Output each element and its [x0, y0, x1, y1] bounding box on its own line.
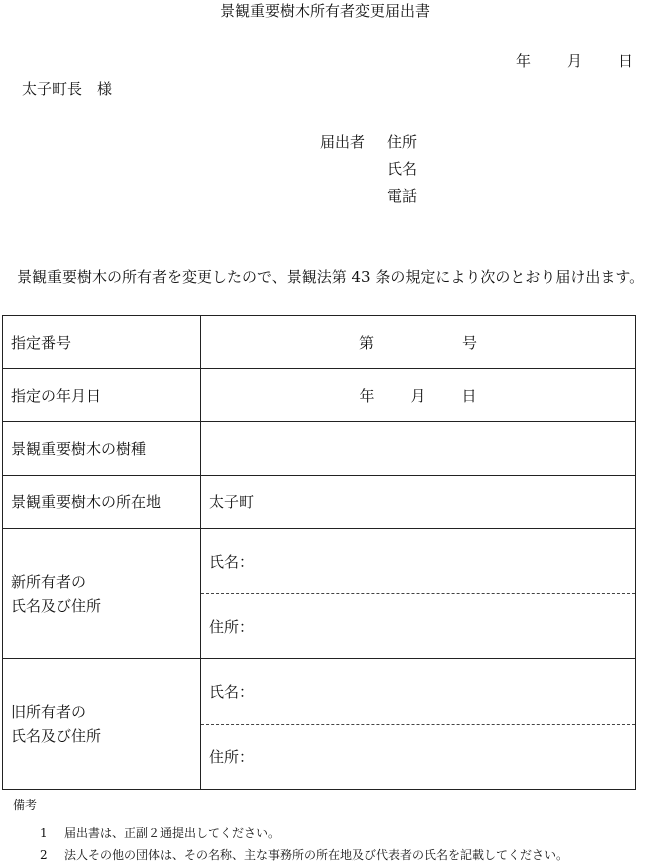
- new-owner-name-field[interactable]: [201, 528, 636, 593]
- note-text: 届出書は、正副２通提出してください。: [64, 826, 281, 840]
- row-tree-species: [3, 422, 636, 475]
- date-month-label: 月: [567, 52, 583, 70]
- note-number: 2: [40, 848, 48, 862]
- old-owner-label-line2: 氏名及び住所: [11, 727, 102, 746]
- designation-date-label: 指定の年月日: [3, 369, 201, 422]
- designation-number-prefix: 第: [358, 333, 374, 352]
- tree-location-label: 景観重要樹木の所在地: [3, 475, 201, 528]
- old-owner-address-field[interactable]: [201, 724, 636, 789]
- body-text: 景観重要樹木の所有者を変更したので、景観法第 43 条の規定により次のとおり届け出ます。: [17, 268, 645, 286]
- new-owner-label-line1: 新所有者の: [11, 572, 87, 591]
- note-text: 法人その他の団体は、その名称、主な事務所の所在地及び代表者の氏名を記載してください。: [64, 848, 569, 862]
- document-title: 景観重要樹木所有者変更届出書: [219, 2, 430, 20]
- old-owner-name-label: 氏名：: [209, 683, 255, 702]
- new-owner-label-line2: 氏名及び住所: [11, 596, 102, 615]
- row-tree-location: [3, 475, 636, 528]
- date-year-label: 年: [516, 52, 532, 70]
- tree-species-field[interactable]: [201, 422, 636, 475]
- old-owner-name-field[interactable]: [201, 659, 636, 724]
- note-item: [40, 824, 280, 841]
- applicant-address-label: 住所: [387, 133, 418, 151]
- applicant-name-label: 氏名: [387, 160, 418, 178]
- applicant-phone-label: 電話: [387, 187, 418, 205]
- registration-table: [2, 315, 636, 790]
- row-designation-number: [3, 316, 636, 369]
- new-owner-address-field[interactable]: [201, 594, 636, 659]
- designation-day-label: 日: [461, 386, 477, 405]
- applicant-label: 届出者: [320, 133, 366, 151]
- designation-number-suffix: 号: [462, 333, 478, 352]
- old-owner-address-label: 住所：: [209, 748, 255, 767]
- new-owner-label: [3, 528, 201, 659]
- date-day-label: 日: [618, 52, 634, 70]
- new-owner-name-label: 氏名：: [209, 552, 255, 571]
- old-owner-label-line1: 旧所有者の: [11, 703, 87, 722]
- note-item: [40, 846, 568, 863]
- designation-month-label: 月: [410, 386, 426, 405]
- old-owner-label: [3, 659, 201, 790]
- recipient: 太子町長 様: [22, 80, 113, 98]
- designation-date-field[interactable]: [201, 369, 636, 422]
- notes-title: 備考: [13, 798, 38, 812]
- designation-number-label: 指定番号: [3, 316, 201, 369]
- tree-species-label: 景観重要樹木の樹種: [3, 422, 201, 475]
- note-number: 1: [40, 826, 48, 840]
- row-designation-date: [3, 369, 636, 422]
- designation-year-label: 年: [359, 386, 375, 405]
- row-new-owner-name: [3, 528, 636, 593]
- tree-location-field[interactable]: 太子町: [201, 475, 636, 528]
- new-owner-address-label: 住所：: [209, 617, 255, 636]
- designation-number-field[interactable]: [201, 316, 636, 369]
- row-old-owner-name: [3, 659, 636, 724]
